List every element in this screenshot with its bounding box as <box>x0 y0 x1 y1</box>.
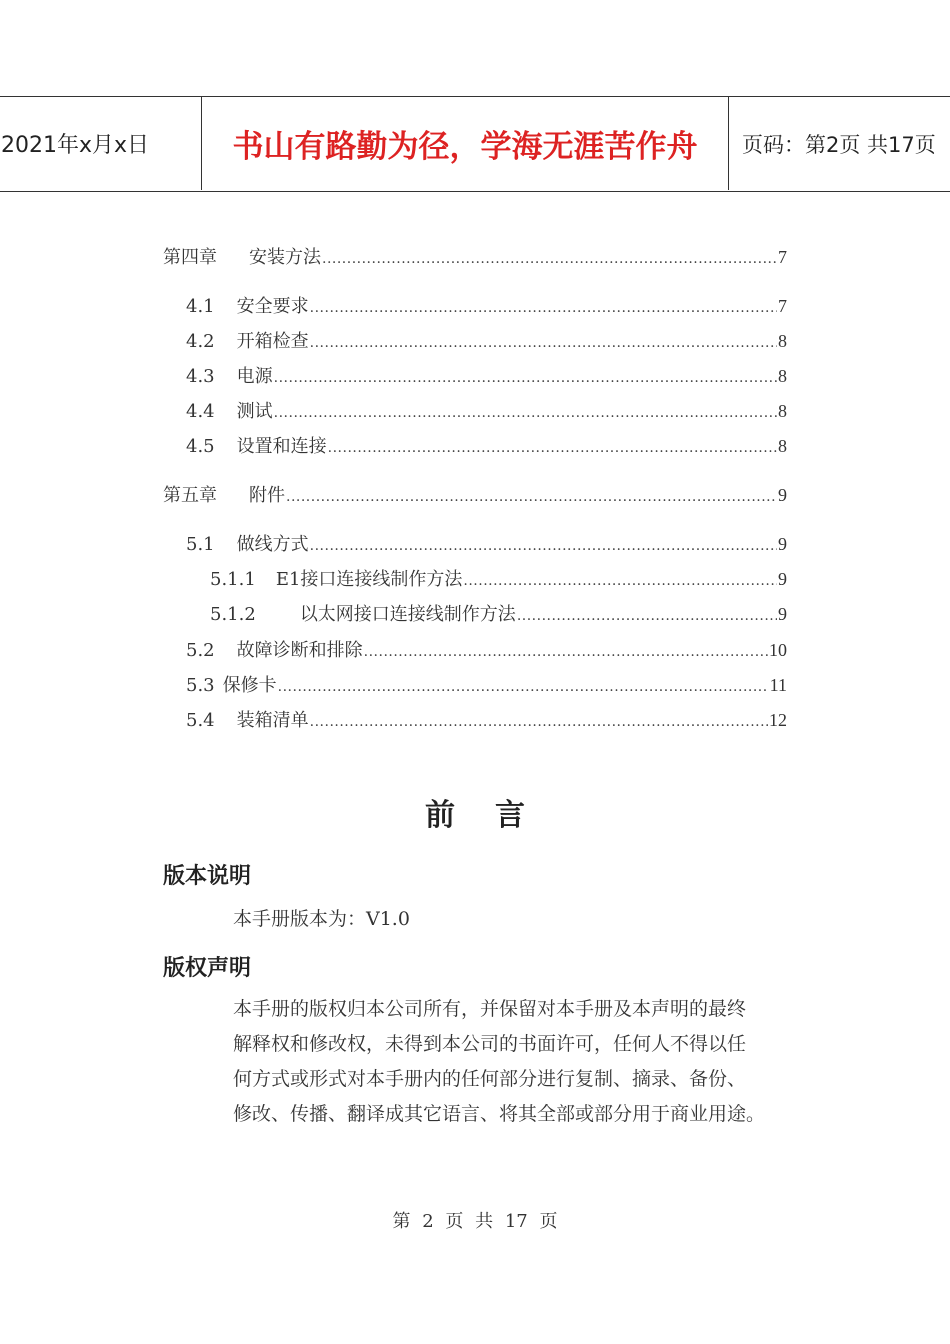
toc-title: 安全要求 <box>236 296 309 317</box>
toc-title: 故障诊断和排除 <box>236 640 363 661</box>
toc-number: 5.4 <box>186 710 215 731</box>
toc-page: 9 <box>778 534 787 554</box>
toc-title: 做线方式 <box>236 534 309 555</box>
toc-title: 测试 <box>236 401 273 422</box>
version-text: 本手册版本为：V1.0 <box>233 908 410 930</box>
toc-leader <box>310 709 768 735</box>
toc-number: 4.3 <box>186 366 215 387</box>
toc-entry[interactable] <box>186 433 787 459</box>
toc-leader <box>286 484 777 510</box>
toc-number: 5.2 <box>186 640 215 661</box>
copyright-line: 本手册的版权归本公司所有，并保留对本手册及本声明的最终 <box>233 998 747 1020</box>
toc-number: 4.1 <box>186 296 215 317</box>
page-header <box>0 96 950 192</box>
version-heading: 版本说明 <box>163 864 252 889</box>
toc-page: 12 <box>769 710 787 730</box>
toc-number: 第四章 <box>163 247 217 268</box>
toc-number: 5.1 <box>186 534 215 555</box>
toc-entry[interactable] <box>210 601 787 627</box>
toc-leader <box>328 435 777 461</box>
copyright-line: 何方式或形式对本手册内的任何部分进行复制、摘录、备份、 <box>233 1068 747 1090</box>
copyright-line: 修改、传播、翻译成其它语言、将其全部或部分用于商业用途。 <box>233 1103 766 1125</box>
toc-leader <box>463 568 777 594</box>
toc-page: 9 <box>778 569 787 589</box>
toc-leader <box>278 674 769 700</box>
toc-entry[interactable] <box>186 293 787 319</box>
toc-entry[interactable] <box>163 244 787 270</box>
preface-title: 前言 <box>425 798 565 833</box>
toc-entry[interactable] <box>186 398 787 424</box>
toc-number: 第五章 <box>163 485 217 506</box>
toc-title: 装箱清单 <box>236 710 309 731</box>
toc-title: 以太网接口连接线制作方法 <box>299 604 516 625</box>
toc-leader <box>364 639 768 665</box>
toc-title: 开箱检查 <box>236 331 309 352</box>
toc-leader <box>310 330 777 356</box>
toc-page: 11 <box>769 675 787 695</box>
toc-number: 5.1.2 <box>210 604 256 625</box>
toc-page: 8 <box>778 331 787 351</box>
toc-number: 4.2 <box>186 331 215 352</box>
toc-entry[interactable] <box>186 363 787 389</box>
toc-page: 7 <box>778 247 787 267</box>
toc-entry[interactable] <box>186 328 787 354</box>
toc-leader <box>310 533 777 559</box>
toc-page: 10 <box>769 640 787 660</box>
header-page-info: 页码：第2页 共17页 <box>742 132 936 157</box>
toc-leader <box>274 365 777 391</box>
toc-page: 9 <box>778 485 787 505</box>
toc-page: 9 <box>778 604 787 624</box>
copyright-paragraph <box>233 992 793 1132</box>
toc-entry[interactable] <box>186 531 787 557</box>
toc-entry[interactable] <box>163 482 787 508</box>
toc-page: 8 <box>778 436 787 456</box>
page-footer: 第 2 页 共 17 页 <box>392 1211 558 1232</box>
toc-leader <box>310 295 777 321</box>
copyright-line: 解释权和修改权，未得到本公司的书面许可，任何人不得以任 <box>233 1033 747 1055</box>
toc-entry[interactable] <box>186 672 787 698</box>
toc-title: 附件 <box>249 485 285 506</box>
toc-number: 4.4 <box>186 401 215 422</box>
toc-page: 7 <box>778 296 787 316</box>
toc-entry[interactable] <box>186 707 787 733</box>
toc-title: E1接口连接线制作方法 <box>275 569 463 590</box>
toc-leader <box>274 400 777 426</box>
toc-title: 设置和连接 <box>236 436 327 457</box>
toc-number: 5.3 <box>186 675 215 696</box>
toc-title: 电源 <box>236 366 273 387</box>
toc-number: 5.1.1 <box>210 569 256 590</box>
toc-number: 4.5 <box>186 436 215 457</box>
toc-page: 8 <box>778 401 787 421</box>
toc-entry[interactable] <box>186 637 787 663</box>
header-date: 2021年x月x日 <box>1 133 150 158</box>
toc-title: 安装方法 <box>249 247 321 268</box>
toc-entry[interactable] <box>210 566 787 592</box>
copyright-heading: 版权声明 <box>163 956 252 981</box>
toc-title: 保修卡 <box>222 675 277 696</box>
toc-page: 8 <box>778 366 787 386</box>
toc-leader <box>322 246 777 272</box>
header-motto: 书山有路勤为径，学海无涯苦作舟 <box>201 97 729 190</box>
toc-leader <box>517 603 777 629</box>
